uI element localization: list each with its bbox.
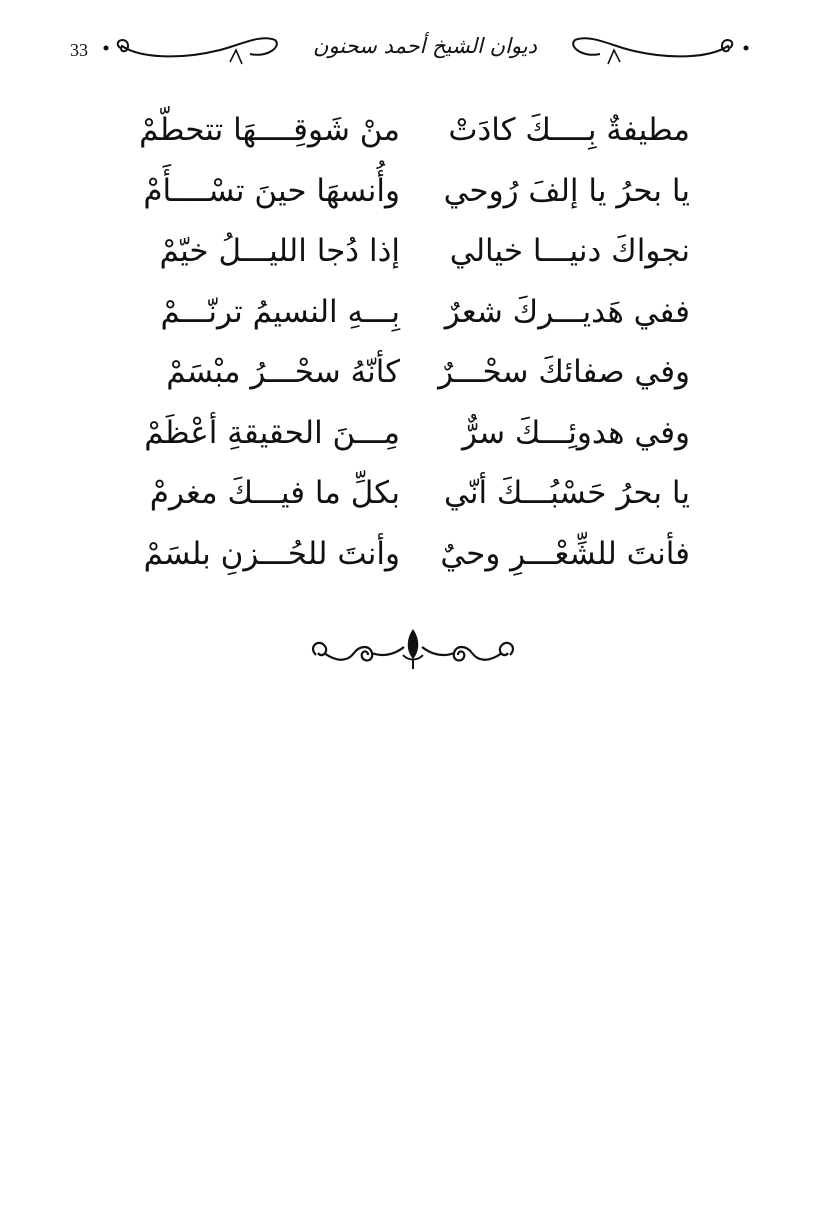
verse [150, 463, 690, 524]
verse-first-hemistich: يا بحرُ يا إلفَ رُوحي [443, 172, 690, 209]
verse [144, 403, 690, 464]
verse [150, 282, 690, 343]
verse-second-hemistich: وأُنسهَا حينَ تسْــــأَمْ [143, 172, 400, 209]
verse-first-hemistich: نجواكَ دنيـــا خيالي [449, 233, 690, 269]
verse [143, 524, 690, 585]
verse-second-hemistich: كأنّهُ سحْـــرُ مبْسَمْ [166, 354, 400, 390]
flourish-ornament-right [570, 28, 755, 68]
verse-first-hemistich: وفي صفائكَ سحْـــرٌ [438, 354, 690, 390]
verse-first-hemistich: وفي هدوئِـــكَ سرٌّ [461, 414, 690, 451]
verse-second-hemistich: مِـــنَ الحقيقةِ أعْظَمْ [144, 414, 400, 451]
end-ornament [308, 625, 518, 677]
verse [150, 342, 690, 403]
verse [150, 221, 690, 282]
verse-second-hemistich: إذا دُجا الليـــلُ خيّمْ [159, 233, 400, 269]
poem [139, 100, 690, 584]
verse-second-hemistich: بكلِّ ما فيـــكَ مغرمْ [149, 475, 400, 511]
verse-second-hemistich: منْ شَوقِــــهَا تتحطّمْ [139, 112, 400, 148]
verse-first-hemistich: يا بحرُ حَسْبُـــكَ أنّي [443, 475, 690, 511]
verse [143, 161, 690, 222]
running-head: ديوان الشيخ أحمد سحنون [313, 34, 537, 58]
page-header [0, 0, 822, 90]
verse-first-hemistich: مطيفةٌ بِــــكَ كادَتْ [448, 112, 690, 148]
verse [139, 100, 690, 161]
verse-second-hemistich: بِـــهِ النسيمُ ترنّـــمْ [160, 293, 400, 330]
verse-first-hemistich: ففي هَديـــركَ شعرٌ [444, 293, 690, 330]
flourish-ornament-left [100, 28, 280, 68]
verse-second-hemistich: وأنتَ للحُـــزنِ بلسَمْ [143, 535, 400, 572]
page-number: 33 [70, 40, 88, 60]
verse-first-hemistich: فأنتَ للشِّعْـــرِ وحيٌ [440, 535, 690, 572]
